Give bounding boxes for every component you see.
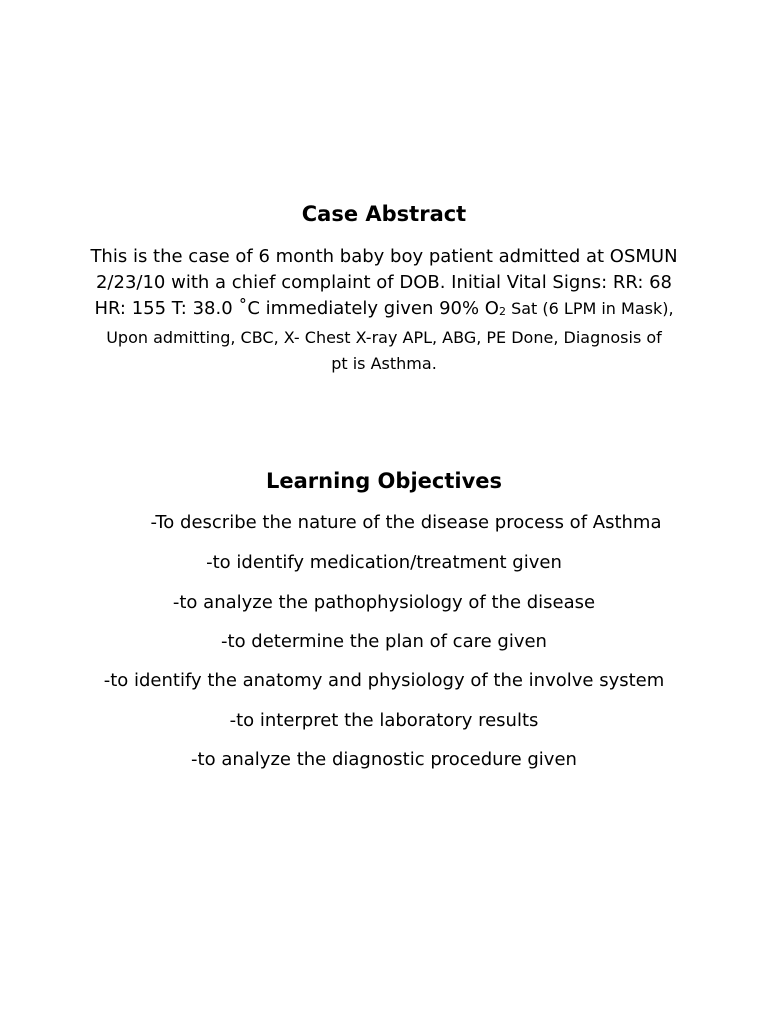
- case-abstract-paragraph: [40, 244, 728, 377]
- abstract-line-2: 2/23/10 with a chief complaint of DOB. Initial Vital Signs: RR: 68: [95, 272, 673, 293]
- abstract-line-3: [40, 296, 728, 325]
- oxygen-subscript: 2: [498, 305, 506, 318]
- abstract-line-3-tail: Sat (6 LPM in Mask),: [505, 299, 674, 318]
- objective-item: -to identify the anatomy and physiology of the involve system: [103, 670, 665, 691]
- case-abstract-heading: Case Abstract: [301, 202, 467, 226]
- objective-item: -to analyze the diagnostic procedure given: [191, 749, 577, 770]
- abstract-line-4: Upon admitting, CBC, X- Chest X-ray APL, ABG, PE Done, Diagnosis of: [106, 328, 662, 347]
- objective-item: -to interpret the laboratory results: [229, 710, 539, 731]
- objective-item: -To describe the nature of the disease process of Asthma: [150, 512, 662, 533]
- learning-objectives-heading: Learning Objectives: [265, 469, 503, 493]
- objective-item: -to determine the plan of care given: [221, 631, 547, 652]
- abstract-line-1: This is the case of 6 month baby boy patient admitted at OSMUN: [90, 246, 678, 267]
- abstract-line-3-text: HR: 155 T: 38.0 ˚C immediately given 90% O: [94, 298, 499, 319]
- abstract-line-5: pt is Asthma.: [331, 354, 437, 373]
- objective-item: -to identify medication/treatment given: [206, 552, 562, 573]
- objective-item: -to analyze the pathophysiology of the disease: [172, 592, 596, 613]
